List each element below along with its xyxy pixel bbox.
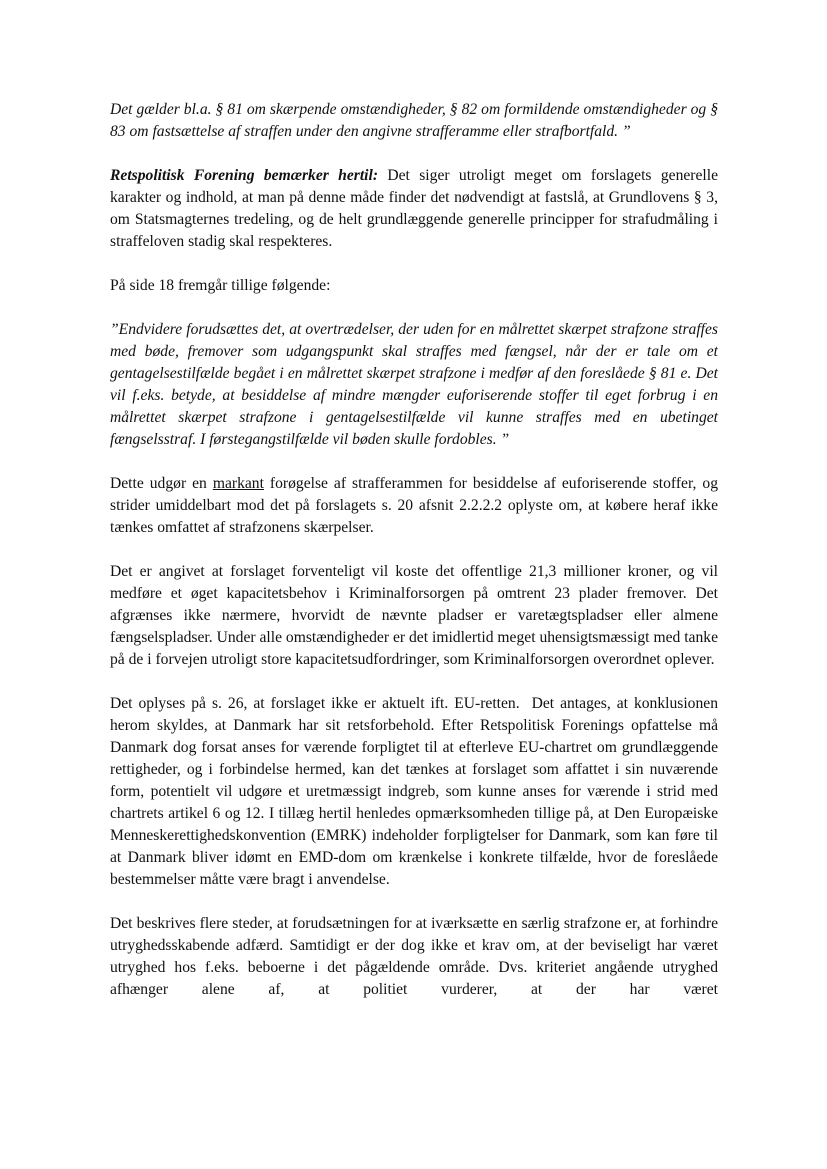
assessment-underlined-word: markant	[212, 475, 264, 492]
insecurity-paragraph: Det beskrives flere steder, at forudsætningen for at iværksætte en særlig strafzone er, at forhindre utryghedsskabende adfærd. Samtidigt er der dog ikke et krav om, at der beviseligt har været utryghed hos f.eks. beboerne i det pågældende område. Dvs. kriteriet angående utryghed afhænger alene af, at politiet vurderer, at der har været	[110, 915, 718, 998]
comment-body: Det siger utroligt meget om forslagets generelle karakter og indhold, at man på denne måde finder det nødvendigt at fastslå, at Grundlovens § 3, om Statsmagternes tredeling, og de helt grundlæggende generelle principper for strafudmåling i straffeloven stadig skal respekteres.	[110, 167, 718, 250]
reference-paragraph: På side 18 fremgår tillige følgende:	[110, 277, 331, 294]
quote-paragraph: ”Endvidere forudsættes det, at overtrædelser, der uden for en målrettet skærpet strafzone straffes med bøde, fremover som udgangspunkt skal straffes med fængsel, når der er tale om et gentagelsestilfælde begået i en målrettet skærpet strafzone i medfør af den foreslåede § 81 e. Det vil f.eks. betyde, at besiddelse af mindre mængder euforiserende stoffer til eget forbrug i en målrettet skærpet strafzone i gentagelsestilfælde vil kunne straffes med en ubetinget fængselsstraf. I førstegangstilfælde vil bøden skulle fordobles. ”	[110, 321, 718, 448]
cost-paragraph: Det er angivet at forslaget forventeligt vil koste det offentlige 21,3 millioner kroner, og vil medføre et øget kapacitetsbehov i Kriminalforsorgen på omtrent 23 plader fremover. Det afgrænses ikke nærmere, hvorvidt de nævnte pladser er varetægtspladser eller almene fængselspladser. Under alle omstændigheder er det imidlertid meget uhensigtsmæssigt med tanke på de i forvejen utroligt store kapacitetsudfordringer, som Kriminalforsorgen overordnet oplever.	[110, 563, 718, 668]
comment-lead: Retspolitisk Forening bemærker hertil:	[110, 167, 379, 184]
eu-law-paragraph: Det oplyses på s. 26, at forslaget ikke er aktuelt ift. EU-retten. Det antages, at konklusionen herom skyldes, at Danmark har sit retsforbehold. Efter Retspolitisk Forenings opfattelse må Danmark dog forsat anses for værende forpligtet til at efterleve EU-chartret om grundlæggende rettigheder, og i forbindelse hermed, kan det tænkes at forslaget som affattet i sin nuværende form, potentielt vil udgøre et uretmæssigt indgreb, som kunne anses for værende i strid med chartrets artikel 6 og 12. I tillæg hertil henledes opmærksomheden tillige på, at Den Europæiske Menneskerettighedskonvention (EMRK) indeholder forpligtelser for Danmark, som kan føre til at Danmark bliver idømt en EMD-dom om krænkelse i konkrete tilfælde, hvor de foreslåede bestemmelser måtte være bragt i anvendelse.	[110, 695, 718, 888]
document-page	[110, 99, 718, 1023]
assessment-paragraph	[110, 473, 718, 539]
assessment-post: forøgelse af strafferammen for besiddelse af euforiserende stoffer, og strider umiddelbart mod det på forslagets s. 20 afsnit 2.2.2.2 oplyste om, at købere heraf ikke tænkes omfattet af strafzonens skærpelser.	[110, 475, 718, 536]
assessment-pre: Dette udgør en	[110, 475, 213, 492]
quote-continuation-paragraph: Det gælder bl.a. § 81 om skærpende omstændigheder, § 82 om formildende omstændigheder og § 83 om fastsættelse af straffen under den angivne strafferamme eller strafbortfald. ”	[110, 101, 718, 140]
comment-paragraph	[110, 165, 718, 253]
